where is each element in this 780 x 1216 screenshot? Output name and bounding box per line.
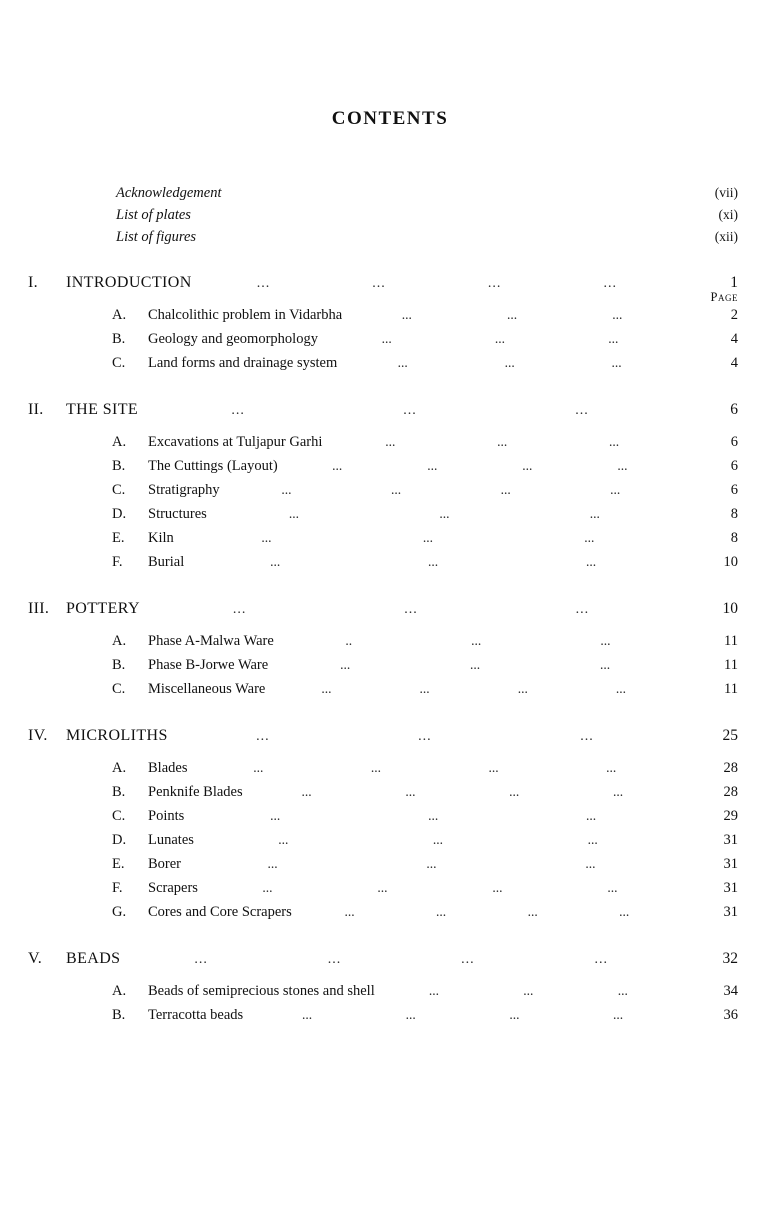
- front-matter-label: List of plates: [116, 207, 191, 223]
- section-entry: [28, 327, 738, 351]
- section-title: Lunates: [148, 832, 194, 848]
- section-entry: [28, 876, 738, 900]
- chapter-number: III.: [28, 600, 50, 617]
- section-page: 11: [724, 633, 738, 649]
- section-list: [28, 979, 738, 1027]
- section-entry: [28, 979, 738, 1003]
- section-page: 4: [730, 331, 738, 347]
- section-list: [28, 756, 738, 924]
- chapter-block: [28, 596, 738, 701]
- chapter-entry: [28, 946, 738, 973]
- chapter-entry: [28, 723, 738, 750]
- section-page: 29: [723, 808, 738, 824]
- section-page: 8: [730, 530, 738, 546]
- section-title: Terracotta beads: [148, 1007, 244, 1023]
- section-page: 31: [723, 832, 738, 848]
- section-letter: E.: [112, 856, 125, 872]
- section-entry: [28, 478, 738, 502]
- leader-dots: ... ... ... ...: [281, 482, 621, 497]
- chapter-entry: [28, 596, 738, 623]
- chapter-title: INTRODUCTION: [66, 274, 192, 291]
- section-title: Excavations at Tuljapur Garhi: [148, 434, 323, 450]
- section-entry: [28, 526, 738, 550]
- section-entry: [28, 454, 738, 478]
- section-entry: [28, 303, 738, 327]
- leader-dots: ... ... ...: [397, 355, 622, 370]
- leader-dots: ... ... ...: [401, 307, 623, 322]
- section-page: 6: [730, 482, 738, 498]
- chapter-page: 1: [730, 274, 738, 291]
- section-entry: [28, 780, 738, 804]
- section-title: Stratigraphy: [148, 482, 220, 498]
- section-letter: C.: [112, 355, 126, 371]
- section-title: Phase B-Jorwe Ware: [148, 657, 269, 673]
- leader-dots: ... ... ...: [428, 983, 628, 998]
- chapter-entry: [28, 397, 738, 424]
- chapter-block: [28, 946, 738, 1027]
- section-title: Beads of semiprecious stones and shell: [148, 983, 375, 999]
- section-letter: C.: [112, 808, 126, 824]
- chapter-page: 10: [722, 600, 738, 617]
- front-matter-page: (xii): [714, 229, 738, 244]
- section-letter: B.: [112, 657, 126, 673]
- section-page: 31: [723, 880, 738, 896]
- section-list: [28, 430, 738, 574]
- section-entry: [28, 804, 738, 828]
- chapter-title: THE SITE: [66, 401, 139, 418]
- section-letter: A.: [112, 983, 127, 999]
- section-title: Structures: [148, 506, 207, 522]
- section-title: Blades: [148, 760, 188, 776]
- section-letter: A.: [112, 760, 127, 776]
- section-page: 11: [724, 681, 738, 697]
- section-letter: F.: [112, 880, 123, 896]
- table-of-contents: [0, 182, 780, 1027]
- front-matter-label: Acknowledgement: [116, 185, 222, 201]
- chapter-title: BEADS: [66, 950, 121, 967]
- leader-dots: ... ... ...: [270, 554, 597, 569]
- section-entry: [28, 852, 738, 876]
- leader-dots: ... ... ...: [381, 331, 619, 346]
- front-matter-page: (xi): [718, 207, 738, 222]
- section-entry: [28, 828, 738, 852]
- section-page: 6: [730, 458, 738, 474]
- section-entry: [28, 430, 738, 454]
- leader-dots: ... ... ... ...: [344, 904, 630, 919]
- contents-page: [0, 108, 780, 1216]
- section-page: 11: [724, 657, 738, 673]
- section-letter: F.: [112, 554, 123, 570]
- section-letter: B.: [112, 458, 126, 474]
- section-title: Points: [148, 808, 185, 824]
- leader-dots: ... ... ...: [340, 657, 611, 672]
- leader-dots: ... ... ... ...: [194, 952, 609, 967]
- leader-dots: ... ... ...: [232, 602, 590, 617]
- section-letter: D.: [112, 832, 127, 848]
- section-title: Miscellaneous Ware: [148, 681, 266, 697]
- section-title: Scrapers: [148, 880, 198, 896]
- section-letter: C.: [112, 482, 126, 498]
- section-entry: [28, 550, 738, 574]
- leader-dots: ... ... ... ...: [301, 1007, 624, 1022]
- section-entry: [28, 502, 738, 526]
- leader-dots: .. ... ...: [345, 633, 611, 648]
- section-entry: [28, 900, 738, 924]
- list-item: [116, 226, 738, 248]
- section-letter: B.: [112, 1007, 126, 1023]
- page-title: CONTENTS: [331, 108, 449, 129]
- section-letter: B.: [112, 784, 126, 800]
- leader-dots: ... ... ... ...: [301, 784, 624, 799]
- section-title: Phase A-Malwa Ware: [148, 633, 274, 649]
- chapter-block: [28, 270, 738, 375]
- section-title: Geology and geomorphology: [148, 331, 318, 347]
- section-entry: [28, 677, 738, 701]
- section-entry: [28, 653, 738, 677]
- section-letter: A.: [112, 633, 127, 649]
- section-page: 28: [723, 784, 738, 800]
- front-matter-label: List of figures: [116, 229, 197, 245]
- chapter-number: II.: [28, 401, 44, 418]
- section-letter: C.: [112, 681, 126, 697]
- section-title: Burial: [148, 554, 185, 570]
- leader-dots: ... ... ... ...: [321, 681, 626, 696]
- section-title: Kiln: [148, 530, 174, 546]
- section-title: The Cuttings (Layout): [148, 458, 278, 474]
- chapter-title: MICROLITHS: [66, 727, 168, 744]
- chapter-block: [28, 723, 738, 924]
- leader-dots: ... ... ... ...: [332, 458, 628, 473]
- chapter-page: 6: [730, 401, 738, 418]
- section-entry: [28, 756, 738, 780]
- section-entry: [28, 1003, 738, 1027]
- section-page: 8: [730, 506, 738, 522]
- chapter-block: [28, 397, 738, 574]
- chapter-entry: [28, 270, 738, 297]
- section-letter: B.: [112, 331, 126, 347]
- section-letter: A.: [112, 434, 127, 450]
- page-column-header: Page: [710, 290, 738, 304]
- section-page: 4: [730, 355, 738, 371]
- section-title: Chalcolithic problem in Vidarbha: [148, 307, 343, 323]
- section-list: [28, 303, 738, 375]
- chapter-number: V.: [28, 950, 43, 967]
- section-list: [28, 629, 738, 701]
- section-page: 28: [723, 760, 738, 776]
- front-matter-list: [116, 182, 738, 248]
- front-matter-page: (vii): [714, 185, 738, 200]
- chapter-number: I.: [28, 274, 38, 291]
- leader-dots: ... ... ...: [261, 530, 595, 545]
- leader-dots: ... ... ...: [270, 808, 597, 823]
- section-entry: [28, 351, 738, 375]
- list-item: [116, 182, 738, 204]
- chapter-page: 25: [722, 727, 738, 744]
- section-page: 10: [723, 554, 738, 570]
- chapter-page: 32: [722, 950, 738, 967]
- section-page: 34: [723, 983, 738, 999]
- leader-dots: ... ... ... ...: [253, 760, 617, 775]
- chapter-title: POTTERY: [66, 600, 140, 617]
- section-letter: A.: [112, 307, 127, 323]
- section-page: 6: [730, 434, 738, 450]
- list-item: [116, 204, 738, 226]
- section-title: Borer: [148, 856, 182, 872]
- section-page: 2: [730, 307, 738, 323]
- section-title: Land forms and drainage system: [148, 355, 338, 371]
- leader-dots: ... ... ...: [256, 729, 594, 744]
- leader-dots: ... ... ...: [288, 506, 600, 521]
- leader-dots: ... ... ... ...: [256, 276, 617, 291]
- section-entry: [28, 629, 738, 653]
- chapter-number: IV.: [28, 727, 48, 744]
- leader-dots: ... ... ...: [267, 856, 596, 871]
- section-page: 36: [723, 1007, 738, 1023]
- leader-dots: ... ... ...: [278, 832, 598, 847]
- section-letter: G.: [112, 904, 127, 920]
- leader-dots: ... ... ...: [231, 403, 589, 418]
- section-page: 31: [723, 856, 738, 872]
- section-letter: E.: [112, 530, 125, 546]
- section-letter: D.: [112, 506, 127, 522]
- leader-dots: ... ... ... ...: [262, 880, 618, 895]
- section-title: Cores and Core Scrapers: [148, 904, 292, 920]
- leader-dots: ... ... ...: [385, 434, 620, 449]
- section-page: 31: [723, 904, 738, 920]
- section-title: Penknife Blades: [148, 784, 243, 800]
